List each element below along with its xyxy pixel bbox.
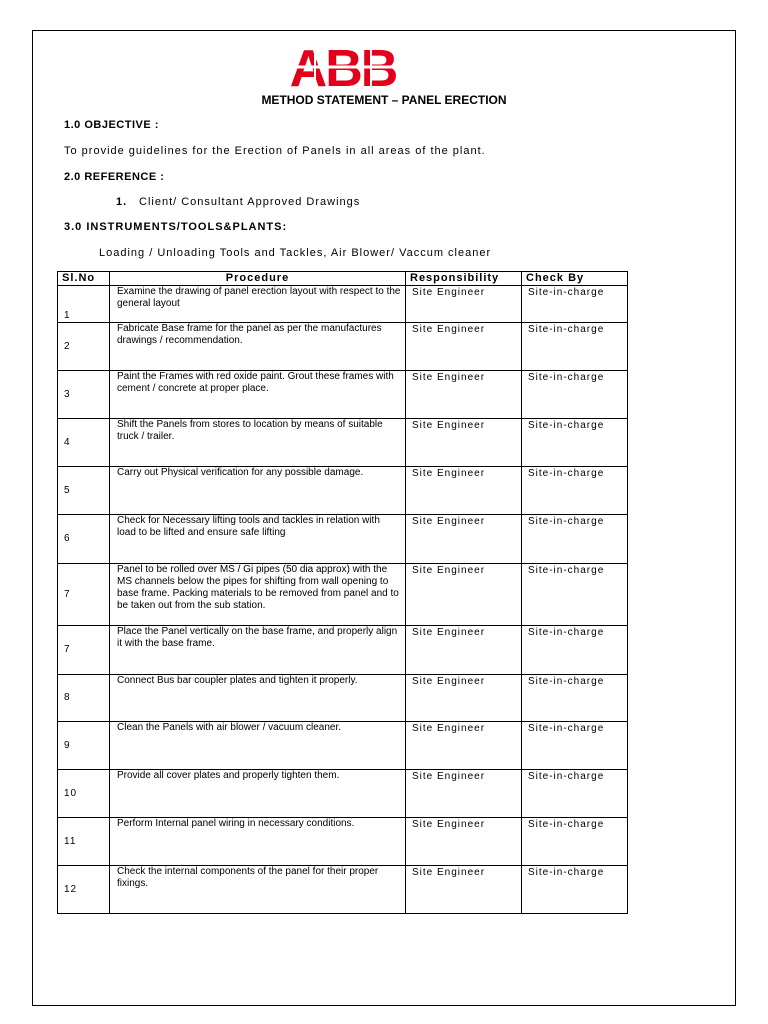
table-row <box>58 286 628 323</box>
row-check-by: Site-in-charge <box>522 515 628 564</box>
table-row <box>58 371 628 419</box>
objective-heading: 1.0 OBJECTIVE : <box>64 119 159 131</box>
row-responsibility: Site Engineer <box>406 419 522 467</box>
table-row <box>58 419 628 467</box>
row-check-by: Site-in-charge <box>522 770 628 818</box>
row-procedure: Examine the drawing of panel erection layout with respect to the general layout <box>110 286 406 323</box>
row-procedure: Provide all cover plates and properly tighten them. <box>110 770 406 818</box>
header-check-by: Check By <box>522 272 628 286</box>
row-responsibility: Site Engineer <box>406 770 522 818</box>
table-row <box>58 675 628 722</box>
row-responsibility: Site Engineer <box>406 515 522 564</box>
table-row <box>58 467 628 515</box>
row-number: 1 <box>58 286 110 323</box>
row-number: 12 <box>58 866 110 914</box>
row-procedure: Clean the Panels with air blower / vacuum cleaner. <box>110 722 406 770</box>
reference-heading: 2.0 REFERENCE : <box>64 171 165 183</box>
row-number: 7 <box>58 626 110 675</box>
row-check-by: Site-in-charge <box>522 323 628 371</box>
header-procedure: Procedure <box>110 272 406 286</box>
table-row <box>58 770 628 818</box>
row-procedure: Place the Panel vertically on the base frame, and properly align it with the base frame. <box>110 626 406 675</box>
row-check-by: Site-in-charge <box>522 818 628 866</box>
instruments-heading: 3.0 INSTRUMENTS/TOOLS&PLANTS: <box>64 221 288 233</box>
row-responsibility: Site Engineer <box>406 467 522 515</box>
table-row <box>58 722 628 770</box>
row-responsibility: Site Engineer <box>406 675 522 722</box>
row-responsibility: Site Engineer <box>406 323 522 371</box>
row-number: 4 <box>58 419 110 467</box>
row-number: 6 <box>58 515 110 564</box>
row-check-by: Site-in-charge <box>522 722 628 770</box>
table-row <box>58 626 628 675</box>
row-responsibility: Site Engineer <box>406 866 522 914</box>
svg-text:ABB: ABB <box>289 45 397 89</box>
row-check-by: Site-in-charge <box>522 675 628 722</box>
table-row <box>58 818 628 866</box>
abb-logo <box>287 45 399 89</box>
row-procedure: Perform Internal panel wiring in necessary conditions. <box>110 818 406 866</box>
row-procedure: Connect Bus bar coupler plates and tighten it properly. <box>110 675 406 722</box>
table-header-row <box>58 272 628 286</box>
row-procedure: Panel to be rolled over MS / Gi pipes (50 dia approx) with the MS channels below the pipes for shifting from wall opening to base frame. Packing materials to be removed from panel and to be taken out from the sub station. <box>110 564 406 626</box>
reference-item-text: Client/ Consultant Approved Drawings <box>139 196 361 208</box>
row-responsibility: Site Engineer <box>406 286 522 323</box>
row-procedure: Check the internal components of the panel for their proper fixings. <box>110 866 406 914</box>
row-procedure: Carry out Physical verification for any possible damage. <box>110 467 406 515</box>
row-procedure: Paint the Frames with red oxide paint. Grout these frames with cement / concrete at proper place. <box>110 371 406 419</box>
row-responsibility: Site Engineer <box>406 722 522 770</box>
row-number: 10 <box>58 770 110 818</box>
row-number: 2 <box>58 323 110 371</box>
header-responsibility: Responsibility <box>406 272 522 286</box>
row-number: 5 <box>58 467 110 515</box>
row-responsibility: Site Engineer <box>406 564 522 626</box>
table-row <box>58 323 628 371</box>
table-row <box>58 866 628 914</box>
row-number: 11 <box>58 818 110 866</box>
row-number: 7 <box>58 564 110 626</box>
row-number: 3 <box>58 371 110 419</box>
row-procedure: Fabricate Base frame for the panel as per the manufactures drawings / recommendation. <box>110 323 406 371</box>
row-number: 9 <box>58 722 110 770</box>
objective-text: To provide guidelines for the Erection of Panels in all areas of the plant. <box>64 145 486 157</box>
row-responsibility: Site Engineer <box>406 371 522 419</box>
row-check-by: Site-in-charge <box>522 371 628 419</box>
row-check-by: Site-in-charge <box>522 419 628 467</box>
table-row <box>58 515 628 564</box>
row-procedure: Shift the Panels from stores to location by means of suitable truck / trailer. <box>110 419 406 467</box>
procedure-table <box>57 271 628 914</box>
row-check-by: Site-in-charge <box>522 564 628 626</box>
header-sl-no: Sl.No <box>58 272 110 286</box>
row-procedure: Check for Necessary lifting tools and tackles in relation with load to be lifted and ensure safe lifting <box>110 515 406 564</box>
reference-item-number: 1. <box>116 196 128 208</box>
row-responsibility: Site Engineer <box>406 626 522 675</box>
instruments-text: Loading / Unloading Tools and Tackles, Air Blower/ Vaccum cleaner <box>99 247 492 259</box>
row-check-by: Site-in-charge <box>522 626 628 675</box>
row-check-by: Site-in-charge <box>522 866 628 914</box>
document-title: METHOD STATEMENT – PANEL ERECTION <box>261 93 507 107</box>
table-row <box>58 564 628 626</box>
row-check-by: Site-in-charge <box>522 467 628 515</box>
row-responsibility: Site Engineer <box>406 818 522 866</box>
row-number: 8 <box>58 675 110 722</box>
row-check-by: Site-in-charge <box>522 286 628 323</box>
